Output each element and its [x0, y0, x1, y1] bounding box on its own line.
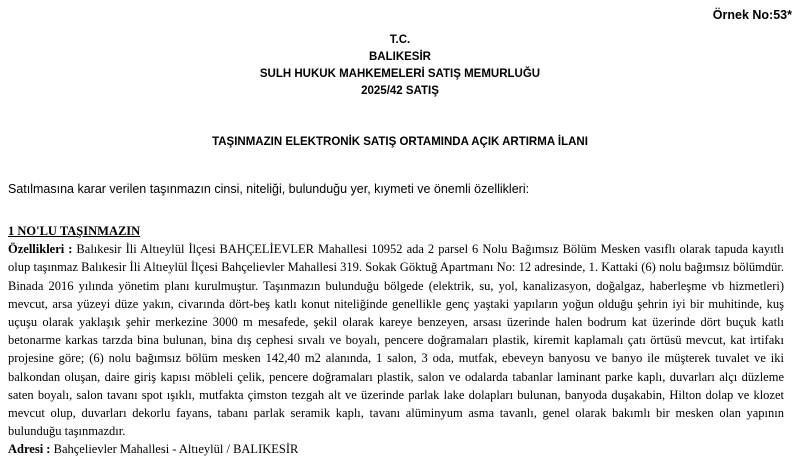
property-section: [8, 222, 784, 459]
header-line-office: SULH HUKUK MAHKEMELERİ SATIŞ MEMURLUĞU: [259, 68, 541, 80]
intro-text: Satılmasına karar verilen taşınmazın cinsi, niteliği, bulunduğu yer, kıymeti ve önemli özellikleri:: [8, 182, 530, 196]
announcement-title: TAŞINMAZIN ELEKTRONİK SATIŞ ORTAMINDA AÇIK ARTIRMA İLANI: [212, 136, 588, 148]
property-title: 1 NO'LU TAŞINMAZIN: [8, 224, 141, 238]
court-header: [0, 32, 800, 100]
header-line-city: BALIKESİR: [369, 51, 431, 63]
sample-number: Örnek No:53*: [712, 8, 792, 22]
features-label: Özellikleri :: [8, 242, 73, 257]
header-line-tc: T.C.: [389, 34, 411, 46]
address-text: Bahçelievler Mahallesi - Altıeylül / BALIKESİR: [50, 442, 299, 457]
features-text: Balıkesir İli Altıeylül İlçesi BAHÇELİEVLER Mahallesi 10952 ada 2 parsel 6 Nolu Bağımsız Bölüm Mesken vasıflı olarak tapuda kayıtlı olup taşınmaz Balıkesir İli Altıeylül İlçesi Bahçelievler Mahallesi 319. Sokak Göktuğ Apartmanı No: 12 adresinde, 1. Kattaki (6) nolu bağımsız bölümdür. Binada 2016 yılında yönetim planı kurulmuştur. Taşınmazın bulunduğu bölgede (elektrik, su, yol, kanalizasyon, doğalgaz, haberleşme vb hizmetleri) mevcut, arsa yüzeyi düze yakın, civarında dört-beş katlı konut niteliğinde genellikle genç yaştaki yapıların yoğun olduğu şehrin iyi bir muhitinde, kuş uçuşu olarak yaklaşık şehir merkezine 3000 m mesafede, şekil olarak kareye benzeyen, arsası üzerinde halen bodrum kat üzerinde dört buçuk katlı betonarme karkas tarzda bina bulunan, bina dış cephesi sıvalı ve boyalı, pencere doğramaları plastik, kiremit kaplamalı çatı örtüsü mevcut, kat irtifakı projesine göre; (6) nolu bağımsız bölüm mesken 142,40 m2 alanında, 1 salon, 3 oda, mutfak, ebeveyn banyosu ve banyo ile müşterek tuvalet ve iki balkondan oluşan, daire giriş kapısı möbleli çelik, pencere doğramaları plastik, salon ve odalarda tabanlar laminant parke kaplı, duvarları alçı düzleme saten boyalı, salon tavanı spot ışıklı, mutfakta çimston tezgah alt ve üzerinde parlak lake dolapları bulunan, banyoda duşakabin, Hilton dolap ve klozet mevcut olup, duvarları dekorlu fayans, tabanı parlak seramik kaplı, tavanı alüminyum asma tavanlı, genel olarak bakımlı bir mesken olan yapının bulunduğu taşınmazdır.: [8, 242, 784, 439]
header-line-case: 2025/42 SATIŞ: [361, 85, 439, 97]
address-label: Adresi :: [8, 442, 51, 457]
property-features: [8, 240, 784, 440]
